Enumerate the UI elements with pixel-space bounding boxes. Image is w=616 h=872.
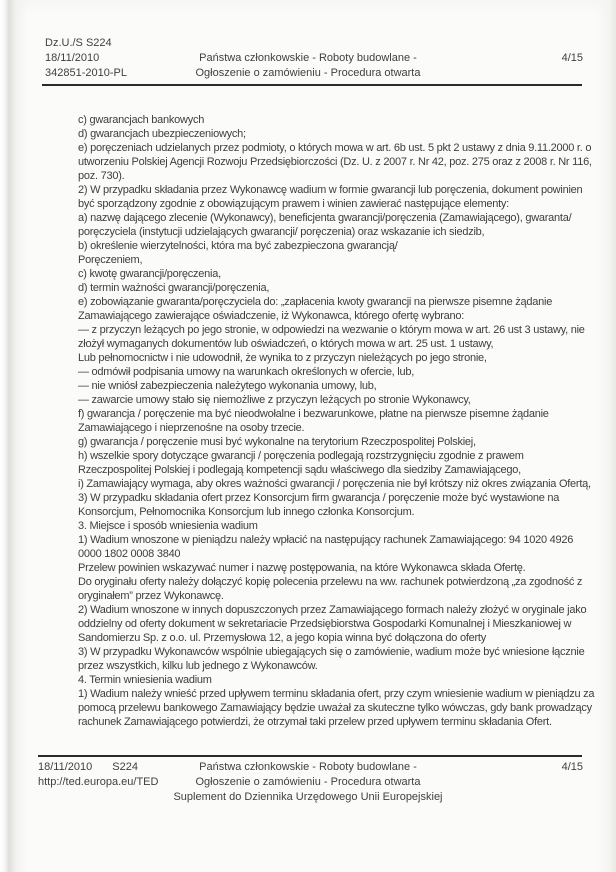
body-text-line: — nie wniósł zabezpieczenia należytego wykonania umowy, lub,	[78, 380, 377, 392]
body-text-line: Rzeczpospolitej Polskiej i podlegają kompetencji sądu właściwego dla siedziby Zamawiającego,	[78, 464, 521, 476]
body-text-line: 3. Miejsce i sposób wniesienia wadium	[78, 520, 258, 532]
body-text-line: 3) W przypadku Wykonawców wspólnie ubiegających się o zamówienie, wadium może być wniesione łącznie	[78, 646, 585, 658]
footer-supplement-line: Suplement do Dziennika Urzędowego Unii Europejskiej	[173, 791, 443, 803]
body-text-line: oryginałem” przez Wykonawcę.	[78, 590, 224, 602]
body-text-line: a) nazwę dającego zlecenie (Wykonawcy), beneficjenta gwarancji/poręczenia (Zamawiającego), gwaranta/	[78, 212, 572, 224]
body-text-line: poz. 730).	[78, 170, 125, 182]
body-text-line: 1) Wadium wnoszone w pieniądzu należy wpłacić na następujący rachunek Zamawiającego: 94 1020 4926	[78, 534, 574, 546]
footer-date: 18/11/2010	[38, 761, 93, 773]
body-text-line: Zamawiającego zawierające oświadczenie, iż Wykonawca, którego ofertę wybrano:	[78, 310, 465, 322]
body-text-line: 2) Wadium wnoszone w innych dopuszczonych przez Zamawiającego formach należy złożyć w oryginale jako	[78, 604, 587, 616]
body-text-line: Poręczeniem,	[78, 254, 143, 266]
body-text-line: Zamawiającego i nieprzenośne na osoby trzecie.	[78, 422, 305, 434]
body-text-line: rachunek Zamawiającego potwierdzi, że otrzymał taki przelew przed upływem terminu składania Ofert.	[78, 716, 552, 728]
body-text-line: Lub pełnomocnictw i nie udowodnił, że wynika to z przyczyn nieleżących po jego stronie,	[78, 352, 487, 364]
body-text-line: e) zobowiązanie gwaranta/poręczyciela do: „zapłacenia kwoty gwarancji na pierwsze pisemne żądanie	[78, 296, 553, 308]
footer-series: S224	[112, 761, 138, 773]
header-page-number: 4/15	[561, 52, 583, 64]
document-body	[78, 113, 598, 729]
body-text-line: Sandomierzu Sp. z o.o. ul. Przemysłowa 12, a jego kopia winna być dołączona do oferty	[78, 632, 486, 644]
header-category-line: Państwa członkowskie - Roboty budowlane -	[199, 52, 417, 64]
body-text-line: Konsorcjum, Pełnomocnika Konsorcjum lub innego członka Konsorcjum.	[78, 506, 415, 518]
header-title-block	[110, 51, 506, 81]
body-text-line: c) kwotę gwarancji/poręczenia,	[78, 268, 221, 280]
body-text-line: — z przyczyn leżących po jego stronie, w odpowiedzi na wezwanie o którym mowa w art. 26 ust 3 ustawy, nie	[78, 324, 585, 336]
footer-page-number: 4/15	[561, 761, 583, 773]
body-text-line: oddzielny od oferty dokument w sekretariacie Przedsiębiorstwa Gospodarki Komunalnej i Mieszkaniowej w	[78, 618, 572, 630]
body-text-line: g) gwarancja / poręczenie musi być wykonalne na terytorium Rzeczpospolitej Polskiej,	[78, 436, 476, 448]
journal-reference: Dz.U./S S224	[45, 37, 112, 49]
footer-rule	[38, 755, 582, 757]
body-text-line: e) poręczeniach udzielanych przez podmioty, o których mowa w art. 6b ust. 5 pkt 2 ustawy z dnia 9.11.2000 r. o	[78, 142, 592, 154]
body-text-line: Przelew powinien wskazywać numer i nazwę postępowania, na które Wykonawca składa Ofertę.	[78, 562, 526, 574]
footer-procedure-line: Ogłoszenie o zamówieniu - Procedura otwarta	[195, 776, 421, 788]
body-text-line: d) termin ważności gwarancji/poręczenia,	[78, 282, 270, 294]
body-text-line: złożył wymaganych dokumentów lub oświadczeń, o których mowa w art. 25 ust. 1 ustawy,	[78, 338, 494, 350]
notice-id: 342851-2010-PL	[45, 67, 127, 79]
body-text-line: utworzeniu Polskiej Agencji Rozwoju Przedsiębiorczości (Dz. U. z 2007 r. Nr 42, poz. 275 oraz z 2008 r. Nr 116,	[78, 156, 592, 168]
footer-title-block	[110, 760, 506, 805]
body-text-line: 3) W przypadku składania ofert przez Konsorcjum firm gwarancja / poręczenie może być wystawione na	[78, 492, 560, 504]
body-text-line: Do oryginału oferty należy dołączyć kopię polecenia przelewu na ww. rachunek potwierdzoną „za zgodność z	[78, 576, 583, 588]
body-text-line: i) Zamawiający wymaga, aby okres ważności gwarancji / poręczenia nie był krótszy niż okres związania Ofertą,	[78, 478, 591, 490]
body-text-line: 4. Termin wniesienia wadium	[78, 674, 212, 686]
body-text-line: 1) Wadium należy wnieść przed upływem terminu składania ofert, przy czym wniesienie wadium w pieniądzu za	[78, 688, 595, 700]
body-text-line: c) gwarancjach bankowych	[78, 114, 205, 126]
header-date: 18/11/2010	[45, 52, 100, 64]
body-text-line: 0000 1802 0008 3840	[78, 548, 181, 560]
body-text-line: f) gwarancja / poręczenie ma być nieodwołalne i bezwarunkowe, płatne na pierwsze pisemne żądanie	[78, 408, 549, 420]
body-text-line: 2) W przypadku składania przez Wykonawcę wadium w formie gwarancji lub poręczenia, dokument powinien	[78, 184, 583, 196]
footer-category-line: Państwa członkowskie - Roboty budowlane -	[199, 761, 417, 773]
body-text-line: pomocą przelewu bankowego Zamawiający będzie uważał za skuteczne tylko wówczas, gdy bank prowadzący	[78, 702, 592, 714]
header-procedure-line: Ogłoszenie o zamówieniu - Procedura otwarta	[195, 67, 421, 79]
header-rule	[42, 84, 582, 86]
body-text-line: — odmówił podpisania umowy na warunkach określonych w ofercie, lub,	[78, 366, 415, 378]
body-text-line: być sporządzony zgodnie z obowiązującym prawem i winien zawierać następujące elementy:	[78, 198, 509, 210]
body-text-line: — zawarcie umowy stało się niemożliwe z przyczyn leżących po stronie Wykonawcy,	[78, 394, 471, 406]
body-text-line: b) określenie wierzytelności, która ma być zabezpieczona gwarancją/	[78, 240, 398, 252]
body-text-line: poręczyciela (instytucji udzielających gwarancji/ poręczenia) oraz wskazanie ich siedzib,	[78, 226, 485, 238]
body-text-line: d) gwarancjach ubezpieczeniowych;	[78, 128, 246, 140]
body-text-line: h) wszelkie spory dotyczące gwarancji / poręczenia podlegają rozstrzygnięciu zgodnie z prawem	[78, 450, 524, 462]
body-text-line: przez wszystkich, kilku lub jednego z Wykonawców.	[78, 660, 318, 672]
footer-url: http://ted.europa.eu/TED	[38, 776, 159, 788]
